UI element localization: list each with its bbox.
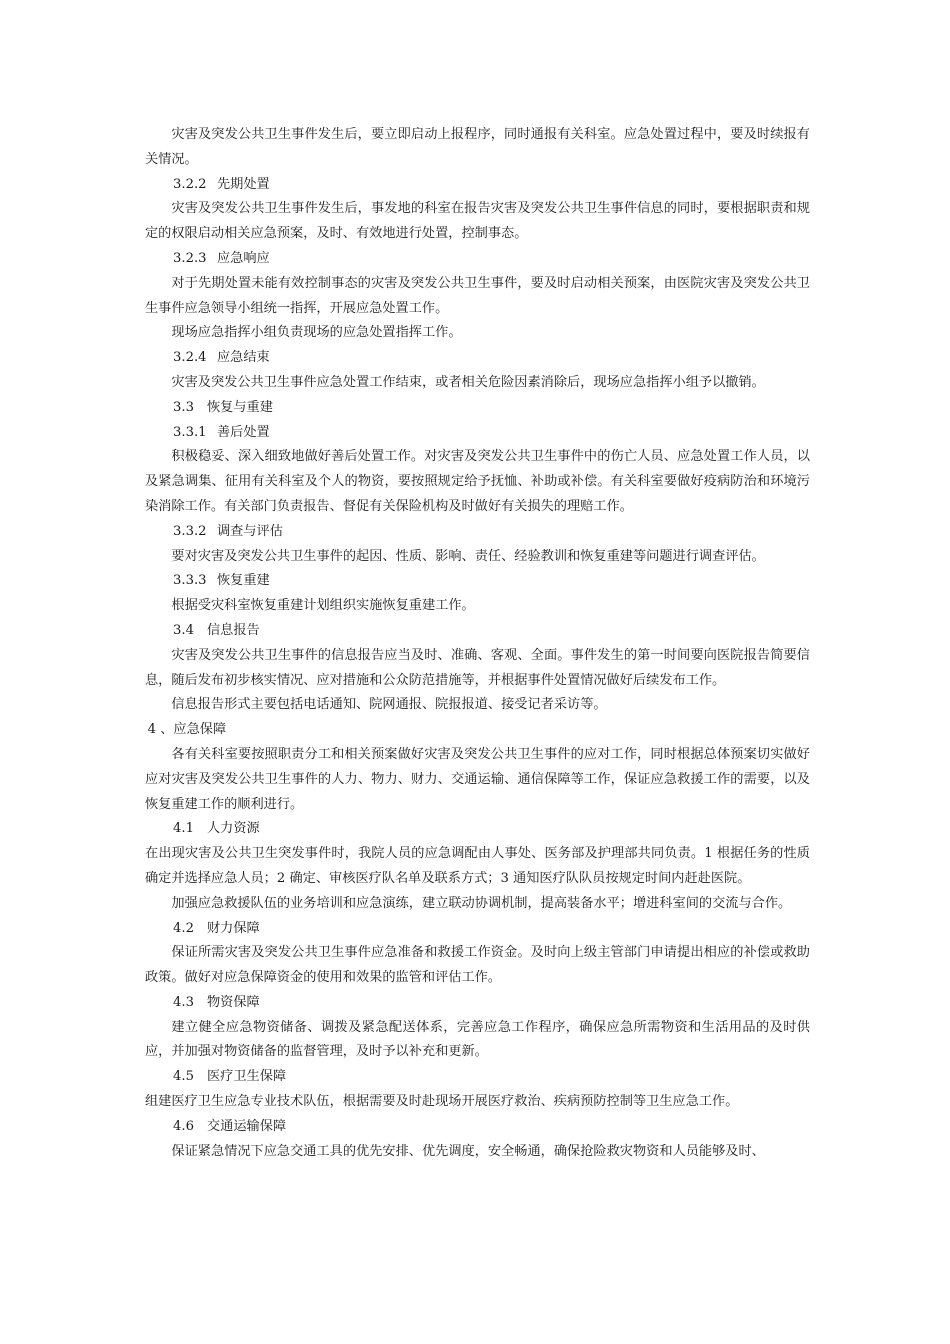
- section-heading: [145, 817, 810, 842]
- section-title: 善后处置: [217, 424, 270, 440]
- section-number: 3.3.3: [173, 573, 207, 589]
- section-number: 4.6: [173, 1118, 194, 1134]
- section-number: 3.3.2: [173, 523, 207, 539]
- section-number: 3.2.4: [173, 350, 207, 366]
- section-heading: [145, 346, 810, 371]
- section-heading: [145, 396, 810, 421]
- section-number: 3.2.3: [173, 250, 207, 266]
- section-heading: [145, 421, 810, 446]
- section-title: 物资保障: [207, 994, 260, 1010]
- section-title: 医疗卫生保障: [207, 1069, 287, 1085]
- section-heading: [145, 991, 810, 1016]
- section-title: 恢复与重建: [207, 399, 273, 415]
- document-body: [145, 123, 810, 1164]
- section-title: 应急结束: [217, 350, 270, 366]
- paragraph: 保证紧急情况下应急交通工具的优先安排、优先调度，安全畅通，确保抢险救灾物资和人员能够及时、: [171, 1143, 765, 1159]
- section-heading: [145, 173, 810, 198]
- section-heading: [145, 520, 810, 545]
- paragraph: 灾害及突发公共卫生事件发生后，事发地的科室在报告灾害及突发公共卫生事件信息的同时，要根据职责和规定的权限启动相关应急预案，及时、有效地进行处置，控制事态。: [145, 201, 810, 242]
- section-title: 先期处置: [217, 176, 270, 192]
- section-number: 3.4: [173, 622, 194, 638]
- section-number: 4.3: [173, 994, 194, 1010]
- section-number: 3.2.2: [173, 176, 207, 192]
- section-title: 财力保障: [207, 920, 260, 936]
- paragraph: 对于先期处置未能有效控制事态的灾害及突发公共卫生事件，要及时启动相关预案，由医院灾害及突发公共卫生事件应急领导小组统一指挥，开展应急处置工作。: [145, 275, 810, 316]
- paragraph: 信息报告形式主要包括电话通知、院网通报、院报报道、接受记者采访等。: [171, 697, 607, 713]
- section-title: 恢复重建: [217, 573, 270, 589]
- section-number: 4.2: [173, 920, 194, 936]
- section-heading: [145, 917, 810, 942]
- section-title: 调查与评估: [217, 523, 283, 539]
- section-heading: [145, 1115, 810, 1140]
- paragraph: 灾害及突发公共卫生事件应急处置工作结束，或者相关危险因素消除后，现场应急指挥小组予以撤销。: [171, 374, 765, 390]
- paragraph: 各有关科室要按照职责分工和相关预案做好灾害及突发公共卫生事件的应对工作，同时根据总体预案切实做好应对灾害及突发公共卫生事件的人力、物力、财力、交通运输、通信保障等工作，保证应急救援工作的需要，以及恢复重建工作的顺利进行。: [145, 746, 810, 812]
- section-title: 应急响应: [217, 250, 270, 266]
- section-number: 3.3: [173, 399, 194, 415]
- section-number: 3.3.1: [173, 424, 207, 440]
- section-number: 4.5: [173, 1069, 194, 1085]
- paragraph: 灾害及突发公共卫生事件的信息报告应当及时、准确、客观、全面。事件发生的第一时间要向医院报告简要信息，随后发布初步核实情况、应对措施和公众防范措施等，并根据事件处置情况做好后续发布工作。: [145, 647, 810, 688]
- paragraph: 加强应急救援队伍的业务培训和应急演练，建立联动协调机制，提高装备水平；增进科室间的交流与合作。: [171, 895, 792, 911]
- paragraph: 建立健全应急物资储备、调拨及紧急配送体系，完善应急工作程序，确保应急所需物资和生活用品的及时供应，并加强对物资储备的监督管理，及时予以补充和更新。: [145, 1019, 810, 1060]
- chapter-heading: 4 、应急保障: [147, 722, 227, 738]
- section-title: 人力资源: [207, 821, 260, 837]
- paragraph: 在出现灾害及公共卫生突发事件时，我院人员的应急调配由人事处、医务部及护理部共同负责。1 根据任务的性质确定并选择应急人员；2 确定、审核医疗队名单及联系方式；3 通知医疗队队员按规定时间内赶赴医院。: [145, 846, 810, 886]
- section-title: 信息报告: [207, 622, 260, 638]
- section-heading: [145, 247, 810, 272]
- paragraph: 积极稳妥、深入细致地做好善后处置工作。对灾害及突发公共卫生事件中的伤亡人员、应急处置工作人员，以及紧急调集、征用有关科室及个人的物资，要按照规定给予抚恤、补助或补偿。有关科室要做好疫病防治和环境污染消除工作。有关部门负责报告、督促有关保险机构及时做好有关损失的理赔工作。: [145, 449, 810, 514]
- paragraph: 要对灾害及突发公共卫生事件的起因、性质、影响、责任、经验教训和恢复重建等问题进行调查评估。: [171, 548, 765, 564]
- paragraph: 保证所需灾害及突发公共卫生事件应急准备和救援工作资金。及时向上级主管部门申请提出相应的补偿或救助政策。做好对应急保障资金的使用和效果的监管和评估工作。: [145, 945, 810, 986]
- paragraph: 根据受灾科室恢复重建计划组织实施恢复重建工作。: [171, 598, 475, 614]
- section-heading: [145, 1065, 810, 1090]
- paragraph: 现场应急指挥小组负责现场的应急处置指挥工作。: [171, 325, 462, 341]
- section-title: 交通运输保障: [207, 1118, 287, 1134]
- paragraph: 灾害及突发公共卫生事件发生后，要立即启动上报程序，同时通报有关科室。应急处置过程中，要及时续报有关情况。: [145, 127, 810, 167]
- paragraph: 组建医疗卫生应急专业技术队伍，根据需要及时赴现场开展医疗救治、疾病预防控制等卫生应急工作。: [145, 1094, 739, 1110]
- section-number: 4.1: [173, 821, 194, 837]
- section-heading: [145, 569, 810, 594]
- section-heading: [145, 619, 810, 644]
